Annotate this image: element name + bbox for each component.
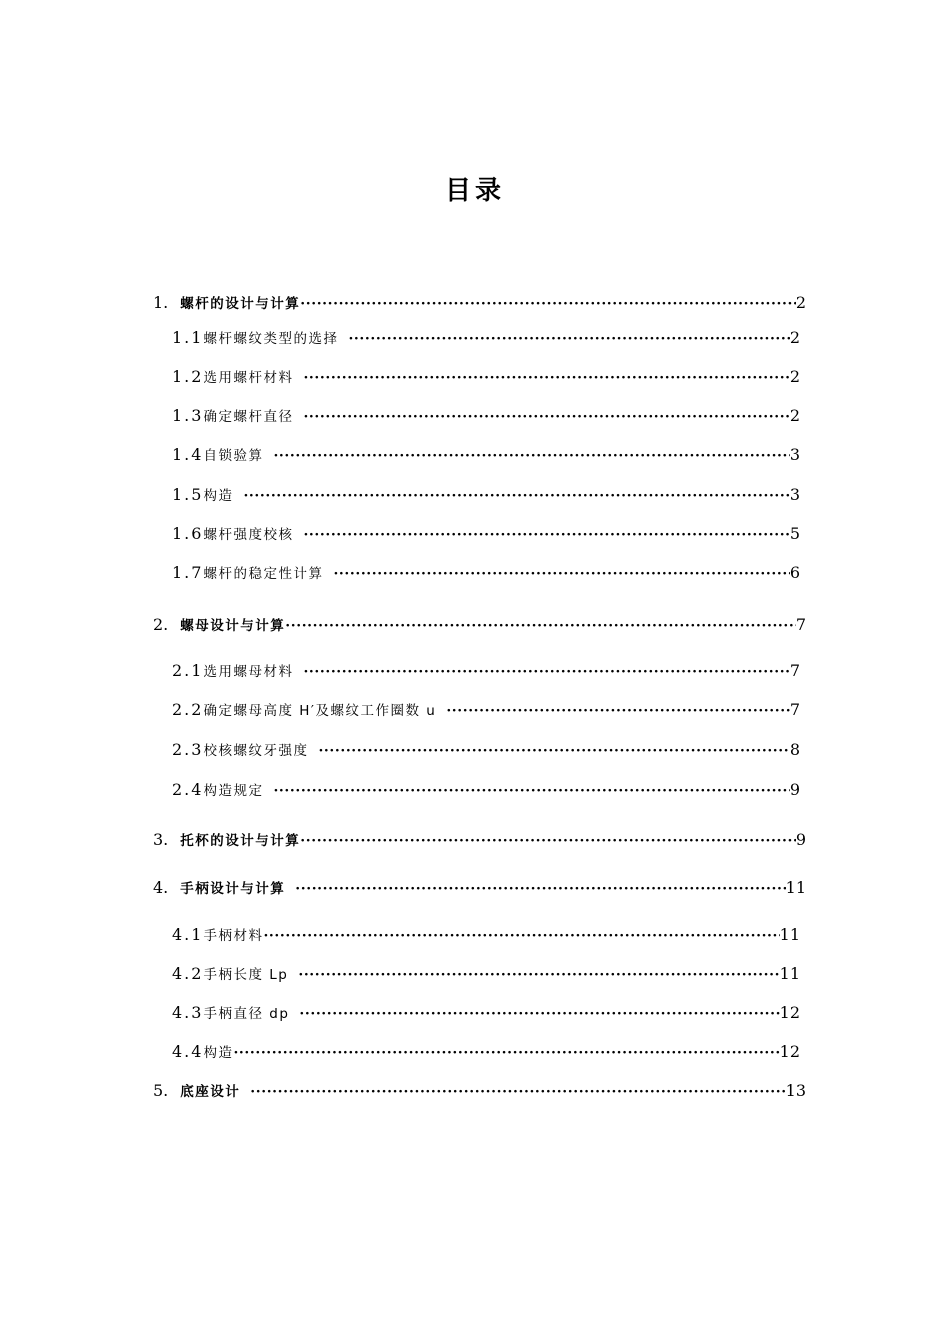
toc-entry[interactable] bbox=[172, 924, 800, 946]
toc-entry-label: 选用螺母材料 bbox=[203, 664, 294, 680]
toc-entry-label: 构造 bbox=[203, 488, 234, 504]
toc-leader-dots bbox=[303, 406, 789, 428]
toc-entry[interactable] bbox=[172, 779, 800, 801]
toc-leader-dots bbox=[300, 830, 796, 852]
toc-entry[interactable] bbox=[172, 523, 800, 545]
toc-entry-number: 1.3 bbox=[172, 406, 204, 425]
toc-leader-dots bbox=[348, 328, 789, 350]
toc-leader-dots bbox=[303, 661, 789, 683]
toc-leader-dots bbox=[233, 1042, 779, 1064]
toc-entry-page: 3 bbox=[789, 485, 800, 504]
toc-entry-number: 2. bbox=[153, 615, 169, 634]
toc-entry[interactable] bbox=[153, 292, 806, 314]
toc-entry-label: 手柄直径 dp bbox=[203, 1006, 290, 1022]
toc-entry-number: 5. bbox=[153, 1081, 169, 1100]
toc-leader-dots bbox=[263, 925, 779, 947]
toc-entry-number: 2.4 bbox=[172, 780, 204, 799]
toc-entry-page: 11 bbox=[785, 878, 806, 897]
toc-leader-dots bbox=[446, 700, 790, 722]
toc-entry[interactable] bbox=[172, 366, 800, 388]
toc-entry-label: 手柄材料 bbox=[203, 928, 264, 944]
toc-entry-label: 底座设计 bbox=[180, 1084, 241, 1100]
toc-entry[interactable] bbox=[172, 405, 800, 427]
toc-entry[interactable] bbox=[153, 614, 806, 636]
toc-entry-number: 2.2 bbox=[172, 700, 204, 719]
toc-entry-number: 1.2 bbox=[172, 367, 204, 386]
toc-entry-page: 2 bbox=[789, 367, 800, 386]
toc-leader-dots bbox=[333, 563, 789, 585]
toc-leader-dots bbox=[303, 524, 789, 546]
toc-leader-dots bbox=[303, 367, 789, 389]
toc-entry-page: 7 bbox=[795, 615, 806, 634]
toc-entry-number: 2.1 bbox=[172, 661, 204, 680]
toc-entry-label: 螺杆的设计与计算 bbox=[180, 296, 301, 312]
toc-entry-number: 4.1 bbox=[172, 925, 204, 944]
toc-entry[interactable] bbox=[153, 1080, 806, 1102]
toc-entry-page: 5 bbox=[789, 524, 800, 543]
toc-entry-page: 9 bbox=[789, 780, 800, 799]
toc-leader-dots bbox=[299, 1003, 779, 1025]
toc-entry[interactable] bbox=[172, 562, 800, 584]
toc-entry-label: 螺杆的稳定性计算 bbox=[203, 566, 324, 582]
toc-entry[interactable] bbox=[172, 963, 800, 985]
toc-entry-number: 4.2 bbox=[172, 964, 204, 983]
toc-entry-label: 确定螺母高度 H′及螺纹工作圈数 u bbox=[203, 703, 437, 719]
toc-entry-page: 9 bbox=[795, 830, 806, 849]
toc-entry-page: 12 bbox=[779, 1042, 800, 1061]
toc-entry-number: 1. bbox=[153, 293, 169, 312]
toc-entry-page: 2 bbox=[795, 293, 806, 312]
toc-entry-number: 1.1 bbox=[172, 328, 204, 347]
toc-leader-dots bbox=[273, 780, 789, 802]
toc-entry[interactable] bbox=[172, 1002, 800, 1024]
toc-entry-number: 1.5 bbox=[172, 485, 204, 504]
toc-entry[interactable] bbox=[172, 699, 800, 721]
toc-entry-page: 11 bbox=[779, 964, 800, 983]
toc-entry-label: 螺母设计与计算 bbox=[180, 618, 286, 634]
toc-entry-page: 12 bbox=[779, 1003, 800, 1022]
toc-entry-label: 确定螺杆直径 bbox=[203, 409, 294, 425]
toc-entry-label: 手柄长度 Lp bbox=[203, 967, 289, 983]
toc-leader-dots bbox=[285, 615, 796, 637]
toc-entry-label: 校核螺纹牙强度 bbox=[203, 743, 309, 759]
toc-entry-label: 托杯的设计与计算 bbox=[180, 833, 301, 849]
page-title: 目录 bbox=[444, 176, 505, 206]
toc-leader-dots bbox=[250, 1081, 785, 1103]
toc-entry[interactable] bbox=[172, 739, 800, 761]
toc-entry-label: 螺杆强度校核 bbox=[203, 527, 294, 543]
toc-entry-number: 2.3 bbox=[172, 740, 204, 759]
toc-entry[interactable] bbox=[153, 829, 806, 851]
toc-entry-page: 3 bbox=[789, 445, 800, 464]
toc-entry[interactable] bbox=[172, 1041, 800, 1063]
toc-entry-number: 1.7 bbox=[172, 563, 204, 582]
toc-leader-dots bbox=[300, 293, 796, 315]
toc-entry-number: 1.6 bbox=[172, 524, 204, 543]
toc-entry[interactable] bbox=[172, 484, 800, 506]
toc-entry-label: 螺杆螺纹类型的选择 bbox=[203, 331, 339, 347]
toc-entry-number: 4.4 bbox=[172, 1042, 204, 1061]
toc-entry-page: 6 bbox=[789, 563, 800, 582]
toc-entry-page: 7 bbox=[789, 700, 800, 719]
toc-entry-label: 构造 bbox=[203, 1045, 234, 1061]
toc-entry-label: 选用螺杆材料 bbox=[203, 370, 294, 386]
toc-entry[interactable] bbox=[172, 327, 800, 349]
toc-entry[interactable] bbox=[153, 877, 806, 899]
toc-entry[interactable] bbox=[172, 444, 800, 466]
toc-leader-dots bbox=[318, 740, 789, 762]
toc-entry-label: 构造规定 bbox=[203, 783, 264, 799]
toc-entry-page: 2 bbox=[789, 328, 800, 347]
toc-entry-number: 3. bbox=[153, 830, 169, 849]
toc-entry-page: 7 bbox=[789, 661, 800, 680]
toc-entry-page: 2 bbox=[789, 406, 800, 425]
toc-entry-page: 11 bbox=[779, 925, 800, 944]
toc-entry-number: 1.4 bbox=[172, 445, 204, 464]
toc-entry-label: 手柄设计与计算 bbox=[180, 881, 286, 897]
toc-entry-number: 4. bbox=[153, 878, 169, 897]
toc-entry[interactable] bbox=[172, 660, 800, 682]
toc-leader-dots bbox=[298, 964, 779, 986]
toc-leader-dots bbox=[295, 878, 785, 900]
toc-leader-dots bbox=[273, 445, 789, 467]
toc-entry-label: 自锁验算 bbox=[203, 448, 264, 464]
toc-entry-page: 8 bbox=[789, 740, 800, 759]
toc-leader-dots bbox=[243, 485, 789, 507]
toc-entry-page: 13 bbox=[785, 1081, 806, 1100]
toc-entry-number: 4.3 bbox=[172, 1003, 204, 1022]
